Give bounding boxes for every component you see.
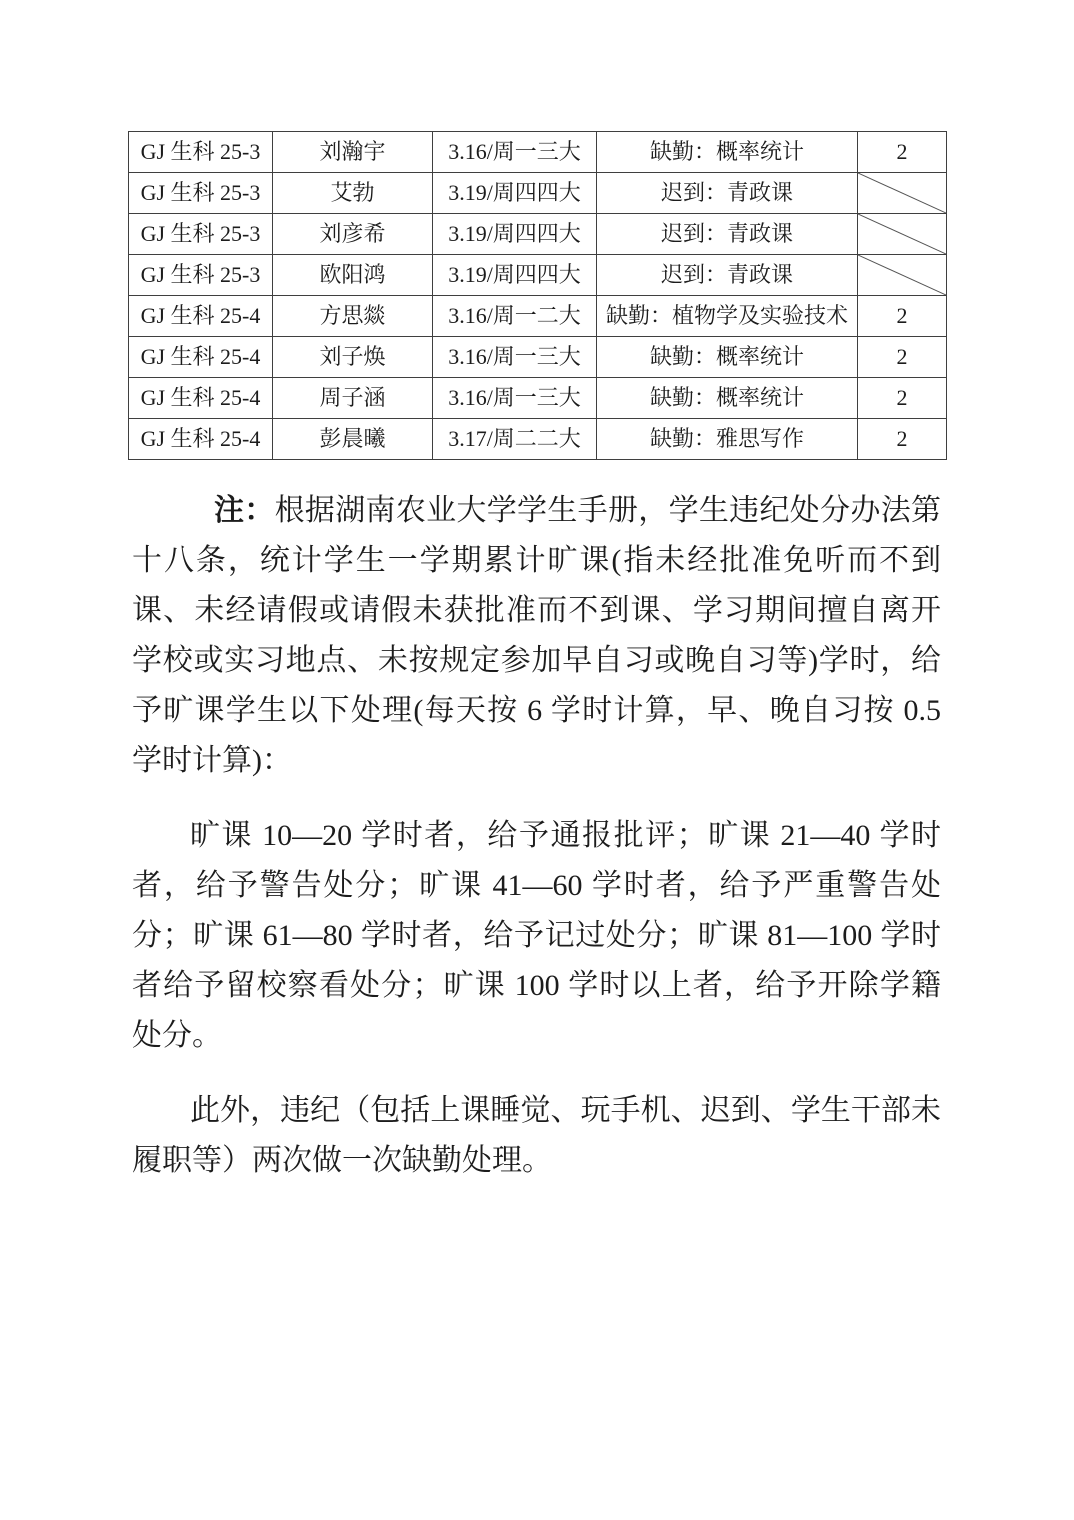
- count-cell: 2: [858, 337, 947, 378]
- class-cell: GJ 生科 25-3: [129, 132, 273, 173]
- name-cell: 周子涵: [273, 378, 433, 419]
- count-cell: 2: [858, 132, 947, 173]
- class-cell: GJ 生科 25-4: [129, 337, 273, 378]
- name-cell: 欧阳鸿: [273, 255, 433, 296]
- reason-cell: 缺勤：概率统计: [597, 337, 858, 378]
- class-cell: GJ 生科 25-4: [129, 419, 273, 460]
- table-row: [129, 296, 947, 337]
- note-label: 注：: [214, 494, 275, 527]
- class-cell: GJ 生科 25-3: [129, 214, 273, 255]
- reason-cell: 迟到：青政课: [597, 255, 858, 296]
- name-cell: 彭晨曦: [273, 419, 433, 460]
- count-cell: 2: [858, 419, 947, 460]
- class-cell: GJ 生科 25-3: [129, 173, 273, 214]
- reason-cell: 缺勤：概率统计: [597, 132, 858, 173]
- name-cell: 刘子焕: [273, 337, 433, 378]
- diagonal-line: [858, 255, 946, 295]
- count-cell: 2: [858, 378, 947, 419]
- name-cell: 方思燚: [273, 296, 433, 337]
- reason-cell: 迟到：青政课: [597, 173, 858, 214]
- count-cell: 2: [858, 296, 947, 337]
- reason-cell: 缺勤：植物学及实验技术: [597, 296, 858, 337]
- date-cell: 3.19/周四四大: [433, 173, 597, 214]
- date-cell: 3.19/周四四大: [433, 214, 597, 255]
- class-cell: GJ 生科 25-3: [129, 255, 273, 296]
- date-cell: 3.19/周四四大: [433, 255, 597, 296]
- count-cell-empty: [858, 255, 947, 296]
- table-row: [129, 132, 947, 173]
- table-row: [129, 255, 947, 296]
- date-cell: 3.16/周一三大: [433, 337, 597, 378]
- name-cell: 艾勃: [273, 173, 433, 214]
- date-cell: 3.16/周一三大: [433, 132, 597, 173]
- notes-section: [132, 486, 941, 1186]
- date-cell: 3.16/周一二大: [433, 296, 597, 337]
- count-cell-empty: [858, 214, 947, 255]
- note-paragraph: [132, 486, 941, 786]
- date-cell: 3.17/周二二大: [433, 419, 597, 460]
- table-row: [129, 378, 947, 419]
- penalty-paragraph: 旷课 10—20 学时者，给予通报批评；旷课 21—40 学时者，给予警告处分；旷课 41—60 学时者，给予严重警告处分；旷课 61—80 学时者，给予记过处分；旷课 81—100 学时者给予留校察看处分；旷课 100 学时以上者，给予开除学籍处分。: [132, 819, 941, 1052]
- reason-cell: 缺勤：雅思写作: [597, 419, 858, 460]
- table-row: [129, 214, 947, 255]
- class-cell: GJ 生科 25-4: [129, 296, 273, 337]
- count-cell-empty: [858, 173, 947, 214]
- diagonal-line: [858, 214, 946, 254]
- attendance-table: [128, 131, 947, 460]
- note-body-text: 根据湖南农业大学学生手册，学生违纪处分办法第十八条，统计学生一学期累计旷课(指未经批准免听而不到课、未经请假或请假未获批准而不到课、学习期间擅自离开学校或实习地点、未按规定参加早自习或晚自习等)学时，给予旷课学生以下处理(每天按 6 学时计算，早、晚自习按 0.5 学时计算)：: [132, 494, 941, 777]
- diagonal-line: [858, 173, 946, 213]
- reason-cell: 迟到：青政课: [597, 214, 858, 255]
- name-cell: 刘彦希: [273, 214, 433, 255]
- class-cell: GJ 生科 25-4: [129, 378, 273, 419]
- table-row: [129, 337, 947, 378]
- name-cell: 刘瀚宇: [273, 132, 433, 173]
- additional-rule-paragraph: 此外，违纪（包括上课睡觉、玩手机、迟到、学生干部未履职等）两次做一次缺勤处理。: [132, 1094, 941, 1177]
- reason-cell: 缺勤：概率统计: [597, 378, 858, 419]
- date-cell: 3.16/周一三大: [433, 378, 597, 419]
- table-row: [129, 419, 947, 460]
- table-row: [129, 173, 947, 214]
